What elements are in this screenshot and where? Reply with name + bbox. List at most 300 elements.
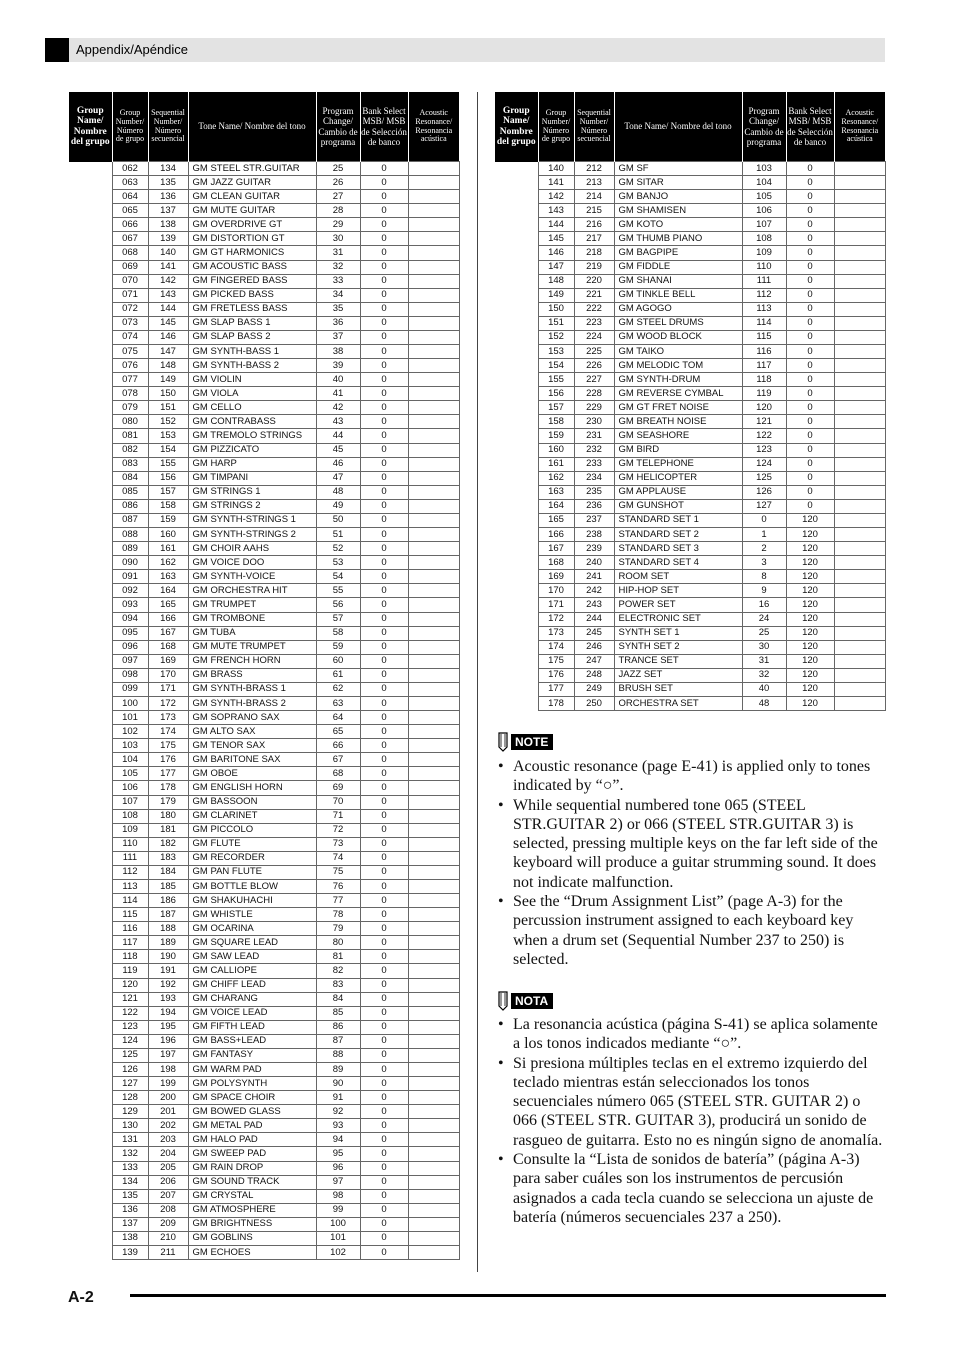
sequential-number: 160 — [148, 528, 188, 542]
group-number: 068 — [112, 246, 148, 260]
program-change: 119 — [742, 387, 786, 401]
table-row — [69, 246, 459, 260]
program-change: 46 — [316, 457, 360, 471]
table-row — [69, 1091, 459, 1105]
group-cell — [69, 865, 112, 879]
group-number: 170 — [538, 584, 574, 598]
group-cell — [69, 711, 112, 725]
group-cell — [69, 528, 112, 542]
group-number: 142 — [538, 190, 574, 204]
bank-select: 0 — [360, 584, 408, 598]
header-title: Appendix/Apéndice — [76, 42, 189, 57]
program-change: 120 — [742, 401, 786, 415]
acoustic-resonance — [834, 626, 885, 640]
group-cell — [495, 218, 538, 232]
program-change: 74 — [316, 851, 360, 865]
group-number: 076 — [112, 359, 148, 373]
acoustic-resonance — [834, 260, 885, 274]
group-cell — [69, 978, 112, 992]
sequential-number: 175 — [148, 739, 188, 753]
table-row — [495, 542, 885, 556]
tone-name: GM OVERDRIVE GT — [188, 218, 316, 232]
acoustic-resonance — [408, 936, 459, 950]
group-cell — [69, 1189, 112, 1203]
group-cell — [495, 204, 538, 218]
sequential-number: 198 — [148, 1063, 188, 1077]
table-row — [69, 471, 459, 485]
group-number: 152 — [538, 330, 574, 344]
tone-table-left — [69, 92, 460, 1260]
table-row — [495, 612, 885, 626]
group-cell — [69, 176, 112, 190]
tone-name: GM VOICE DOO — [188, 556, 316, 570]
table-row — [69, 288, 459, 302]
group-number: 135 — [112, 1189, 148, 1203]
acoustic-resonance — [408, 1133, 459, 1147]
group-cell — [69, 232, 112, 246]
group-number: 154 — [538, 359, 574, 373]
program-change: 8 — [742, 570, 786, 584]
group-cell — [69, 1203, 112, 1217]
group-cell — [495, 401, 538, 415]
group-number: 077 — [112, 373, 148, 387]
group-cell — [495, 570, 538, 584]
tone-name: ELECTRONIC SET — [614, 612, 742, 626]
bank-select: 0 — [786, 387, 834, 401]
sequential-number: 210 — [148, 1231, 188, 1245]
table-row — [495, 401, 885, 415]
bank-select: 0 — [360, 894, 408, 908]
bank-select: 0 — [360, 1189, 408, 1203]
bank-select: 0 — [360, 1161, 408, 1175]
tone-name: GM SLAP BASS 2 — [188, 330, 316, 344]
pencil-icon — [496, 991, 510, 1011]
group-cell — [69, 499, 112, 513]
group-number: 079 — [112, 401, 148, 415]
sequential-number: 202 — [148, 1119, 188, 1133]
acoustic-resonance — [408, 823, 459, 837]
acoustic-resonance — [408, 1217, 459, 1231]
group-number: 157 — [538, 401, 574, 415]
group-cell — [69, 767, 112, 781]
tone-name: GM THUMB PIANO — [614, 232, 742, 246]
tone-name: GM SAW LEAD — [188, 950, 316, 964]
group-number: 123 — [112, 1020, 148, 1034]
bank-select: 0 — [360, 1048, 408, 1062]
group-cell — [69, 218, 112, 232]
acoustic-resonance — [834, 654, 885, 668]
table-row — [69, 513, 459, 527]
group-cell — [69, 204, 112, 218]
acoustic-resonance — [408, 373, 459, 387]
group-number: 093 — [112, 598, 148, 612]
group-cell — [495, 499, 538, 513]
table-row — [69, 626, 459, 640]
program-change: 100 — [316, 1217, 360, 1231]
tone-name: GM TROMBONE — [188, 612, 316, 626]
group-number: 089 — [112, 542, 148, 556]
program-change: 38 — [316, 345, 360, 359]
sequential-number: 240 — [574, 556, 614, 570]
bank-select: 0 — [360, 1020, 408, 1034]
group-cell — [495, 513, 538, 527]
group-number: 117 — [112, 936, 148, 950]
group-number: 101 — [112, 711, 148, 725]
table-row — [69, 176, 459, 190]
program-change: 66 — [316, 739, 360, 753]
program-change: 54 — [316, 570, 360, 584]
program-change: 68 — [316, 767, 360, 781]
tone-name: GM PIZZICATO — [188, 443, 316, 457]
tone-name: POWER SET — [614, 598, 742, 612]
sequential-number: 134 — [148, 162, 188, 176]
tone-name: GM BASSOON — [188, 795, 316, 809]
tone-name: GM WHISTLE — [188, 908, 316, 922]
group-cell — [69, 190, 112, 204]
sequential-number: 170 — [148, 668, 188, 682]
bank-select: 0 — [360, 1133, 408, 1147]
sequential-number: 138 — [148, 218, 188, 232]
table-row — [495, 598, 885, 612]
group-number: 162 — [538, 471, 574, 485]
acoustic-resonance — [834, 316, 885, 330]
note-label: NOTE — [511, 734, 553, 750]
acoustic-resonance — [834, 457, 885, 471]
tone-name: GM CELLO — [188, 401, 316, 415]
tone-name: SYNTH SET 1 — [614, 626, 742, 640]
program-change: 42 — [316, 401, 360, 415]
col-tone-name: Tone Name/ Nombre del tono — [188, 92, 316, 162]
table-row — [495, 640, 885, 654]
tone-name: GM BOWED GLASS — [188, 1105, 316, 1119]
sequential-number: 176 — [148, 753, 188, 767]
acoustic-resonance — [834, 274, 885, 288]
program-change: 31 — [316, 246, 360, 260]
acoustic-resonance — [408, 542, 459, 556]
acoustic-resonance — [408, 781, 459, 795]
acoustic-resonance — [408, 879, 459, 893]
group-number: 081 — [112, 429, 148, 443]
acoustic-resonance — [834, 218, 885, 232]
bank-select: 0 — [360, 1077, 408, 1091]
group-number: 130 — [112, 1119, 148, 1133]
note-en-item: • While sequential numbered tone 065 (STEEL STR.GUITAR 2) or 066 (STEEL STR.GUITAR 3) is selected, pressing multiple keys on the far left side of the keyboard will produce a guitar strumming sound. It does not indicate malfunction. — [496, 796, 888, 892]
group-cell — [495, 528, 538, 542]
group-cell — [69, 345, 112, 359]
group-cell — [495, 190, 538, 204]
tone-name: GM BRIGHTNESS — [188, 1217, 316, 1231]
sequential-number: 226 — [574, 359, 614, 373]
table-row — [495, 176, 885, 190]
program-change: 97 — [316, 1175, 360, 1189]
acoustic-resonance — [834, 556, 885, 570]
acoustic-resonance — [834, 288, 885, 302]
acoustic-resonance — [834, 598, 885, 612]
group-number: 150 — [538, 302, 574, 316]
note-es-item: • La resonancia acústica (página S-41) se aplica solamente a los tonos indicados mediante “○”. — [496, 1015, 888, 1054]
acoustic-resonance — [834, 190, 885, 204]
group-number: 144 — [538, 218, 574, 232]
group-cell — [495, 640, 538, 654]
bank-select: 0 — [360, 781, 408, 795]
group-number: 116 — [112, 922, 148, 936]
table-row — [495, 387, 885, 401]
table-row — [69, 570, 459, 584]
tone-name: GM FRETLESS BASS — [188, 302, 316, 316]
bank-select: 0 — [360, 162, 408, 176]
group-number: 129 — [112, 1105, 148, 1119]
sequential-number: 191 — [148, 964, 188, 978]
table-row — [69, 978, 459, 992]
group-cell — [495, 260, 538, 274]
group-number: 178 — [538, 696, 574, 710]
bank-select: 0 — [360, 513, 408, 527]
program-change: 31 — [742, 654, 786, 668]
group-cell — [495, 176, 538, 190]
program-change: 123 — [742, 443, 786, 457]
tone-name: GM MUTE GUITAR — [188, 204, 316, 218]
bank-select: 0 — [360, 302, 408, 316]
group-number: 082 — [112, 443, 148, 457]
bank-select: 120 — [786, 528, 834, 542]
group-cell — [69, 668, 112, 682]
sequential-number: 193 — [148, 992, 188, 1006]
acoustic-resonance — [408, 851, 459, 865]
acoustic-resonance — [408, 894, 459, 908]
table-row — [69, 612, 459, 626]
sequential-number: 236 — [574, 499, 614, 513]
tone-name: GM HALO PAD — [188, 1133, 316, 1147]
acoustic-resonance — [408, 1231, 459, 1245]
group-cell — [69, 485, 112, 499]
bank-select: 0 — [360, 190, 408, 204]
group-cell — [495, 246, 538, 260]
tone-name: GM TAIKO — [614, 345, 742, 359]
tone-name: GM CALLIOPE — [188, 964, 316, 978]
group-cell — [69, 1119, 112, 1133]
table-row — [69, 373, 459, 387]
table-row — [69, 1246, 459, 1260]
table-row — [495, 696, 885, 710]
tone-name: GM SPACE CHOIR — [188, 1091, 316, 1105]
col-program-change: Program Change/ Cambio de programa — [316, 92, 360, 162]
group-cell — [69, 682, 112, 696]
sequential-number: 249 — [574, 682, 614, 696]
program-change: 56 — [316, 598, 360, 612]
sequential-number: 231 — [574, 429, 614, 443]
tone-name: GM SYNTH-DRUM — [614, 373, 742, 387]
program-change: 61 — [316, 668, 360, 682]
group-cell — [69, 1048, 112, 1062]
bank-select: 0 — [786, 246, 834, 260]
group-cell — [495, 682, 538, 696]
tone-name: GM RAIN DROP — [188, 1161, 316, 1175]
table-row — [69, 1175, 459, 1189]
group-number: 136 — [112, 1203, 148, 1217]
table-row — [69, 485, 459, 499]
acoustic-resonance — [834, 485, 885, 499]
table-row — [495, 682, 885, 696]
group-cell — [495, 373, 538, 387]
tone-name: GM STEEL DRUMS — [614, 316, 742, 330]
acoustic-resonance — [408, 345, 459, 359]
table-row — [69, 499, 459, 513]
tone-name: GM GUNSHOT — [614, 499, 742, 513]
program-change: 32 — [316, 260, 360, 274]
group-cell — [495, 415, 538, 429]
acoustic-resonance — [408, 260, 459, 274]
bank-select: 0 — [360, 443, 408, 457]
bank-select: 0 — [360, 851, 408, 865]
program-change: 25 — [316, 162, 360, 176]
bank-select: 0 — [786, 176, 834, 190]
group-cell — [69, 1091, 112, 1105]
sequential-number: 207 — [148, 1189, 188, 1203]
table-row — [69, 1020, 459, 1034]
tone-name: GM BIRD — [614, 443, 742, 457]
group-number: 084 — [112, 471, 148, 485]
sequential-number: 233 — [574, 457, 614, 471]
acoustic-resonance — [408, 1189, 459, 1203]
bank-select: 120 — [786, 668, 834, 682]
sequential-number: 167 — [148, 626, 188, 640]
table-row — [495, 485, 885, 499]
sequential-number: 212 — [574, 162, 614, 176]
group-cell — [69, 1006, 112, 1020]
note-en-item: • Acoustic resonance (page E-41) is applied only to tones indicated by “○”. — [496, 757, 888, 796]
group-number: 114 — [112, 894, 148, 908]
program-change: 24 — [742, 612, 786, 626]
group-cell — [495, 232, 538, 246]
group-number: 163 — [538, 485, 574, 499]
sequential-number: 147 — [148, 345, 188, 359]
group-number: 074 — [112, 330, 148, 344]
bank-select: 0 — [786, 330, 834, 344]
tone-name: GM CLARINET — [188, 809, 316, 823]
tone-name: GM MELODIC TOM — [614, 359, 742, 373]
sequential-number: 208 — [148, 1203, 188, 1217]
group-number: 110 — [112, 837, 148, 851]
program-change: 103 — [742, 162, 786, 176]
tone-name: GM BOTTLE BLOW — [188, 879, 316, 893]
tone-name: STANDARD SET 3 — [614, 542, 742, 556]
group-cell — [69, 1020, 112, 1034]
acoustic-resonance — [408, 162, 459, 176]
tone-name: GM BRASS — [188, 668, 316, 682]
bank-select: 0 — [360, 246, 408, 260]
table-row — [69, 894, 459, 908]
program-change: 73 — [316, 837, 360, 851]
table-row — [69, 767, 459, 781]
sequential-number: 241 — [574, 570, 614, 584]
bank-select: 0 — [786, 232, 834, 246]
tone-name: BRUSH SET — [614, 682, 742, 696]
group-number: 111 — [112, 851, 148, 865]
sequential-number: 243 — [574, 598, 614, 612]
acoustic-resonance — [408, 232, 459, 246]
bank-select: 0 — [360, 232, 408, 246]
acoustic-resonance — [408, 865, 459, 879]
bank-select: 0 — [360, 908, 408, 922]
group-number: 067 — [112, 232, 148, 246]
group-number: 083 — [112, 457, 148, 471]
acoustic-resonance — [408, 1077, 459, 1091]
group-cell — [69, 1034, 112, 1048]
group-number: 155 — [538, 373, 574, 387]
group-number: 088 — [112, 528, 148, 542]
bank-select: 0 — [360, 1034, 408, 1048]
acoustic-resonance — [408, 176, 459, 190]
table-row — [69, 1217, 459, 1231]
tone-name: ORCHESTRA SET — [614, 696, 742, 710]
tone-name: GM CRYSTAL — [188, 1189, 316, 1203]
program-change: 50 — [316, 513, 360, 527]
table-row — [69, 345, 459, 359]
tone-name: GM SYNTH-STRINGS 1 — [188, 513, 316, 527]
acoustic-resonance — [408, 1091, 459, 1105]
group-number: 095 — [112, 626, 148, 640]
acoustic-resonance — [408, 499, 459, 513]
group-number: 134 — [112, 1175, 148, 1189]
bank-select: 0 — [360, 1246, 408, 1260]
tone-name: GM METAL PAD — [188, 1119, 316, 1133]
table-row — [69, 1231, 459, 1245]
group-cell — [69, 640, 112, 654]
group-cell — [495, 598, 538, 612]
program-change: 27 — [316, 190, 360, 204]
program-change: 92 — [316, 1105, 360, 1119]
table-row — [495, 626, 885, 640]
group-number: 138 — [112, 1231, 148, 1245]
col-tone-name: Tone Name/ Nombre del tono — [614, 92, 742, 162]
bank-select: 0 — [360, 457, 408, 471]
tone-name: GM FIFTH LEAD — [188, 1020, 316, 1034]
table-row — [69, 1063, 459, 1077]
group-cell — [69, 626, 112, 640]
sequential-number: 142 — [148, 274, 188, 288]
sequential-number: 194 — [148, 1006, 188, 1020]
sequential-number: 145 — [148, 316, 188, 330]
tone-name: GM TUBA — [188, 626, 316, 640]
group-cell — [69, 1105, 112, 1119]
table-row — [69, 711, 459, 725]
group-cell — [495, 387, 538, 401]
tone-name: GM PICKED BASS — [188, 288, 316, 302]
bank-select: 0 — [360, 1006, 408, 1020]
table-row — [495, 415, 885, 429]
group-number: 173 — [538, 626, 574, 640]
acoustic-resonance — [408, 1048, 459, 1062]
program-change: 41 — [316, 387, 360, 401]
acoustic-resonance — [834, 668, 885, 682]
sequential-number: 220 — [574, 274, 614, 288]
sequential-number: 225 — [574, 345, 614, 359]
group-number: 096 — [112, 640, 148, 654]
acoustic-resonance — [834, 471, 885, 485]
sequential-number: 230 — [574, 415, 614, 429]
bank-select: 0 — [786, 457, 834, 471]
table-row — [495, 246, 885, 260]
bank-select: 0 — [360, 879, 408, 893]
acoustic-resonance — [834, 499, 885, 513]
acoustic-resonance — [408, 992, 459, 1006]
table-row — [69, 1133, 459, 1147]
tone-name: GM CLEAN GUITAR — [188, 190, 316, 204]
table-row — [69, 1119, 459, 1133]
sequential-number: 177 — [148, 767, 188, 781]
tone-name: GM CHOIR AAHS — [188, 542, 316, 556]
group-cell — [69, 471, 112, 485]
